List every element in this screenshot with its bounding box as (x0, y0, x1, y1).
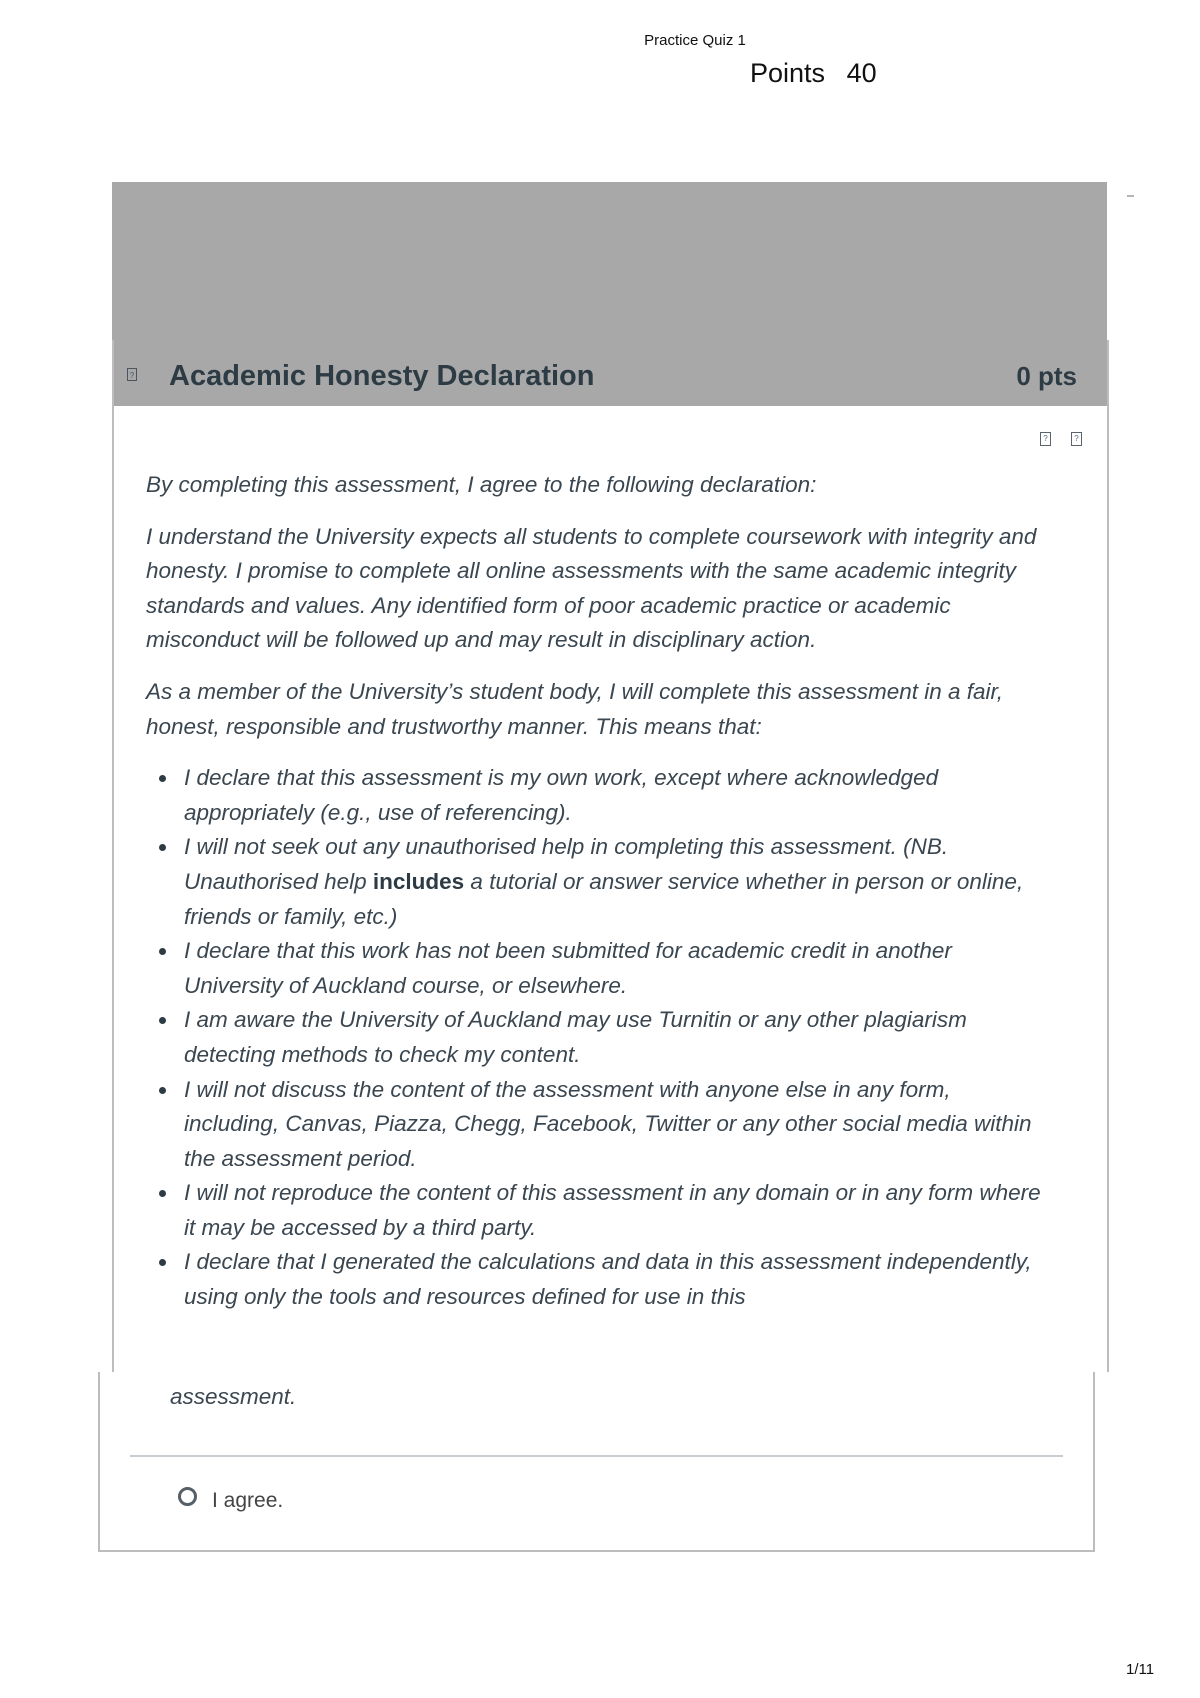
list-item-bold: includes (372, 868, 465, 894)
answer-label: I agree. (212, 1489, 284, 1512)
list-item (146, 1176, 1046, 1245)
question-header (114, 340, 1107, 406)
bullet-icon (159, 844, 166, 851)
list-item (146, 1245, 1046, 1314)
bullet-icon (159, 1259, 166, 1266)
declaration-paragraph-2: As a member of the University’s student body, I will complete this assessment in a fair, honest, responsible and trustworthy manner. This means that: (146, 678, 1004, 739)
radio-icon[interactable] (178, 1487, 197, 1506)
edge-dash (1127, 195, 1134, 197)
print-icon[interactable]: ? (1071, 432, 1082, 446)
points-value: 40 (846, 58, 877, 88)
list-item (146, 761, 1046, 830)
points-summary (750, 58, 877, 89)
question-text (146, 468, 1046, 1315)
list-item-text: I declare that this assessment is my own work, except where acknowledged appropriately (e.g., use of referencing). (184, 765, 939, 825)
list-item-text-after: a tutorial or answer service whether in person or online, friends or family, etc.) (184, 868, 1024, 929)
list-item (146, 1073, 1046, 1177)
bullet-icon (159, 948, 166, 955)
list-item-text: I will not discuss the content of the assessment with anyone else in any form, including, Canvas, Piazza, Chegg, Facebook, Twitter or any other social media within the assessment period. (184, 1076, 1032, 1171)
bookmark-icon[interactable]: ? (1040, 432, 1051, 446)
list-item-text: I declare that I generated the calculations and data in this assessment independently, using only the tools and resources defined for use in this (184, 1249, 1032, 1310)
list-item (146, 830, 1046, 934)
bullet-icon (159, 1087, 166, 1094)
list-item-text-before: I will not seek out any unauthorised help in completing this assessment. (NB. Unauthorised help (184, 834, 949, 894)
list-item (146, 934, 1046, 1003)
top-gray-block (112, 182, 1107, 340)
declaration-paragraph-1: I understand the University expects all students to complete coursework with integrity and honesty. I promise to complete all online assessments with the same academic integrity standards and values. Any identified form of poor academic practice or academic misconduct will be followed up and may result in disciplinary action. (146, 523, 1037, 653)
page-number: 1/11 (1126, 1661, 1155, 1678)
flag-icon[interactable]: ? (127, 368, 137, 381)
list-item (146, 1003, 1046, 1072)
question-points: 0 pts (1016, 361, 1077, 391)
bullet-icon (159, 1190, 166, 1197)
list-item-text: I will not reproduce the content of this assessment in any domain or in any form where it may be accessed by a third party. (184, 1180, 1041, 1240)
declaration-list (146, 761, 1046, 1315)
intro-text: By completing this assessment, I agree to the following declaration: (146, 472, 817, 497)
question-title: Academic Honesty Declaration (169, 360, 595, 392)
answer-divider (130, 1455, 1063, 1457)
answer-card (98, 1372, 1095, 1552)
question-card (112, 340, 1109, 1372)
list-item-text: I am aware the University of Auckland may use Turnitin or any other plagiarism detecting methods to check my content. (184, 1007, 967, 1067)
continuation-text: assessment. (170, 1384, 297, 1409)
points-label: Points (750, 58, 826, 88)
bullet-icon (159, 1017, 166, 1024)
bullet-icon (159, 775, 166, 782)
list-item-text: I declare that this work has not been submitted for academic credit in another University of Auckland course, or elsewhere. (184, 938, 952, 998)
page-title: Practice Quiz 1 (644, 32, 746, 49)
answer-option[interactable] (178, 1481, 283, 1511)
